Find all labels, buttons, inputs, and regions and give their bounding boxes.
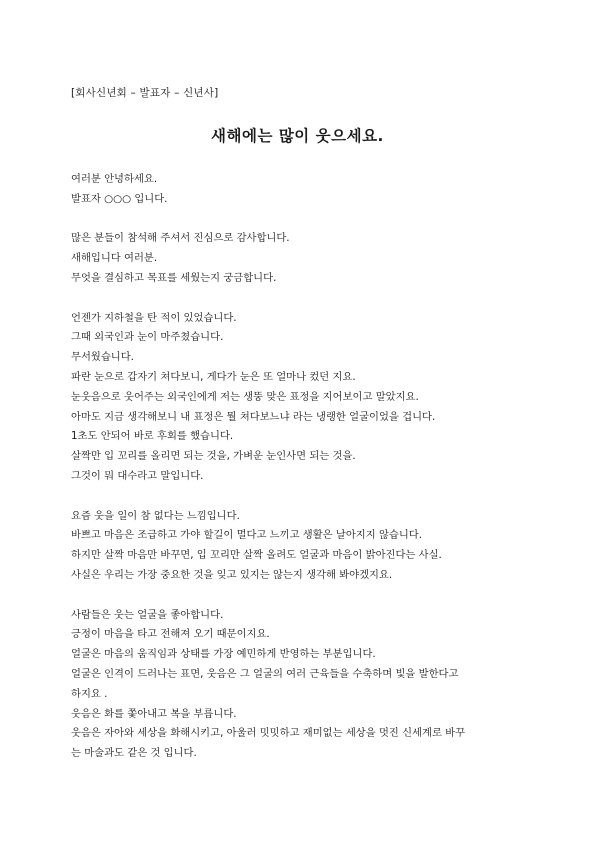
text-line: 웃음은 자아와 세상을 화해시키고, 아울러 밋밋하고 재미없는 세상을 멋진 신세계로 바꾸 — [71, 727, 466, 740]
text-line: 아마도 지금 생각해보니 내 표정은 뭘 쳐다보느냐 라는 냉랭한 얼굴이었을 겁니다. — [71, 410, 436, 423]
text-line: 살짝만 입 꼬리를 올리면 되는 것을, 가벼운 눈인사면 되는 것을. — [71, 450, 356, 463]
document-body — [71, 170, 531, 764]
paragraph-gap — [71, 289, 531, 309]
paragraph — [71, 309, 531, 487]
paragraph — [71, 229, 531, 288]
text-line: 무엇을 결심하고 목표를 세웠는지 궁금합니다. — [71, 271, 277, 284]
paragraph — [71, 170, 531, 210]
text-line: 웃음은 화를 쫓아내고 복을 부릅니다. — [71, 707, 237, 720]
paragraph-gap — [71, 487, 531, 507]
document-header: [회사신년회 – 발표자 – 신년사] — [71, 87, 219, 99]
text-line: 요즘 웃을 일이 참 없다는 느낌입니다. — [71, 509, 240, 522]
text-line: 얼굴은 마음의 움직임과 상태를 가장 예민하게 반영하는 부분입니다. — [71, 648, 376, 661]
text-line: 파란 눈으로 갑자기 쳐다보니, 게다가 눈은 또 얼마나 컸던 지요. — [71, 370, 356, 383]
text-line: 무서웠습니다. — [71, 351, 134, 364]
paragraph — [71, 507, 531, 586]
text-line: 사람들은 웃는 얼굴을 좋아합니다. — [71, 608, 224, 621]
paragraph-gap — [71, 586, 531, 606]
text-line: 그것이 뭐 대수라고 말입니다. — [71, 469, 204, 482]
text-line: 얼굴은 인격이 드러나는 표면, 웃음은 그 얼굴의 여러 근육들을 수축하며 빛을 발한다고 — [71, 667, 459, 680]
text-line: 눈웃음으로 웃어주는 외국인에게 저는 생뚱 맞은 표정을 지어보이고 말았지요. — [71, 390, 419, 403]
paragraph-gap — [71, 210, 531, 230]
text-line: 사실은 우리는 가장 중요한 것을 잊고 있지는 않는지 생각해 봐야겠지요. — [71, 568, 393, 581]
text-line: 1초도 안되어 바로 후회를 했습니다. — [71, 430, 234, 443]
text-line: 하지만 살짝 마음만 바꾸면, 입 꼬리만 살짝 올려도 얼굴과 마음이 밝아진다는 사실. — [71, 549, 442, 562]
text-line: 여러분 안녕하세요. — [71, 173, 158, 185]
text-line: 많은 분들이 참석해 주셔서 진심으로 감사합니다. — [71, 232, 290, 245]
text-line: 바쁘고 마음은 조급하고 가야 할길이 멀다고 느끼고 생활은 날아지지 않습니다. — [71, 529, 423, 542]
text-line: 하지요 . — [71, 687, 108, 700]
text-line: 새해입니다 여러분. — [71, 252, 158, 265]
text-line: 는 마술과도 같은 것 입니다. — [71, 747, 197, 760]
text-line: 발표자 ○○○ 입니다. — [71, 192, 168, 205]
paragraph — [71, 606, 531, 764]
document-title: 새해에는 많이 웃으세요. — [211, 127, 384, 145]
text-line: 긍정이 마음을 타고 전해져 오기 때문이지요. — [71, 628, 270, 641]
text-line: 그때 외국인과 눈이 마주쳤습니다. — [71, 331, 224, 344]
text-line: 언젠가 지하철을 탄 적이 있었습니다. — [71, 311, 237, 324]
